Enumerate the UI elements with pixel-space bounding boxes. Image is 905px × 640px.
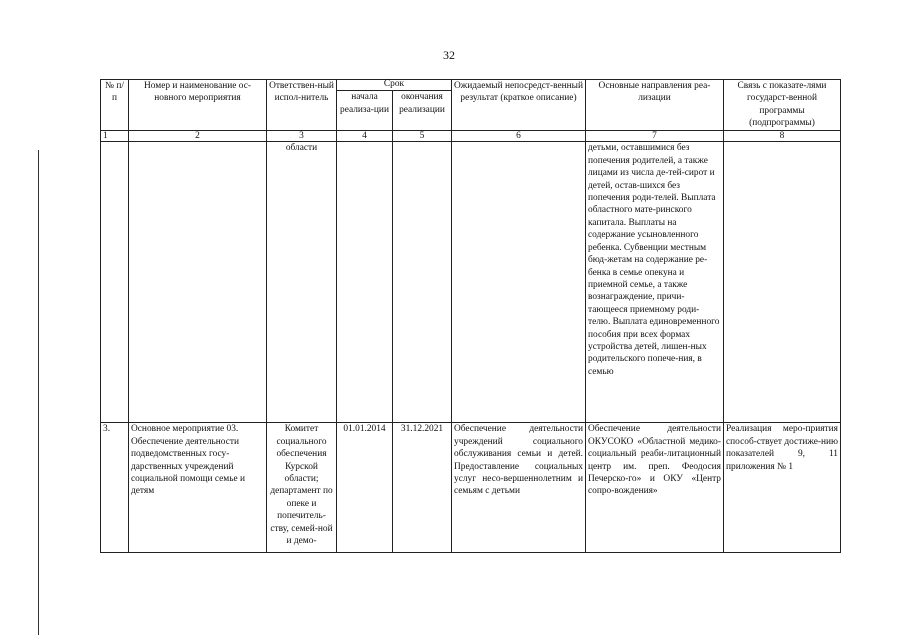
cell-row3-result: Обеспечение деятельности учреждений социального обслуживания семьи и детей. Предоставление социальных услуг несо-вершеннолетним и семьям с детьми [452,423,586,553]
header-col-start: начала реализа-ции [337,91,393,131]
header-col-term: Срок [337,80,452,91]
cell-row3-name: Основное мероприятие 03. Обеспечение деятельности подведомственных госу-дарственных учреждений социальной помощи семье и детям [129,423,267,553]
column-number-row [101,130,841,142]
cell-row3-directions: Обеспечение деятельности ОКУСОКО «Областной медико-социальный реаби-литационный центр им. преп. Феодосия Печерско-го» и ОКУ «Центр сопро-вождения» [586,423,724,553]
header-col-result: Ожидаемый непосредст-венный результат (краткое описание) [452,80,586,131]
column-number-1: 1 [101,130,129,142]
column-number-2: 2 [129,130,267,142]
page-number: 32 [443,48,455,62]
activities-table [100,79,841,553]
column-number-6: 6 [452,130,586,142]
cell-continuation-name [129,142,267,423]
header-col-link: Связь с показате-лями государст-венной программы (подпрограммы) [724,80,841,131]
cell-row3-executor: Комитет социального обеспечения Курской области; департамент по опеке и попечитель-ству, семей-ной и демо- [267,423,337,553]
column-number-4: 4 [337,130,393,142]
cell-continuation-executor: области [267,142,337,423]
header-col-executor: Ответствен-ный испол-нитель [267,80,337,131]
cell-continuation-directions: детьми, оставшимися без попечения родителей, а также лицами из числа де-тей-сирот и детей, остав-шихся без попечения роди-телей. Выплата областного мате-ринского капитала. Выплаты на содержание усыновленного ребенка. Субвенции местным бюд-жетам на содержание ре-бенка в семье опекуна и приемной семье, а также вознаграждение, причи-тающееся приемному роди-телю. Выплата единовременного пособия при всех формах устройства детей, лишен-ных родительского попече-ния, в семью [586,142,724,423]
header-col-number: № п/п [101,80,129,131]
table-row-3 [101,423,841,553]
cell-continuation-end [393,142,452,423]
cell-continuation-result [452,142,586,423]
table-row-continuation [101,142,841,423]
cell-continuation-link [724,142,841,423]
header-col-directions: Основные направления реа-лизации [586,80,724,131]
column-number-3: 3 [267,130,337,142]
page-edge-line [38,150,39,635]
table-header-row-1 [101,80,841,91]
cell-continuation-start [337,142,393,423]
column-number-8: 8 [724,130,841,142]
column-number-5: 5 [393,130,452,142]
cell-row3-link: Реализация меро-приятия способ-ствует достиже-нию показателей 9, 11 приложения № 1 [724,423,841,553]
cell-row3-start: 01.01.2014 [337,423,393,553]
column-number-7: 7 [586,130,724,142]
header-col-end: окончания реализации [393,91,452,131]
cell-row3-end: 31.12.2021 [393,423,452,553]
header-col-name: Номер и наименование ос-новного мероприятия [129,80,267,131]
cell-continuation-number [101,142,129,423]
cell-row3-number: 3. [101,423,129,553]
